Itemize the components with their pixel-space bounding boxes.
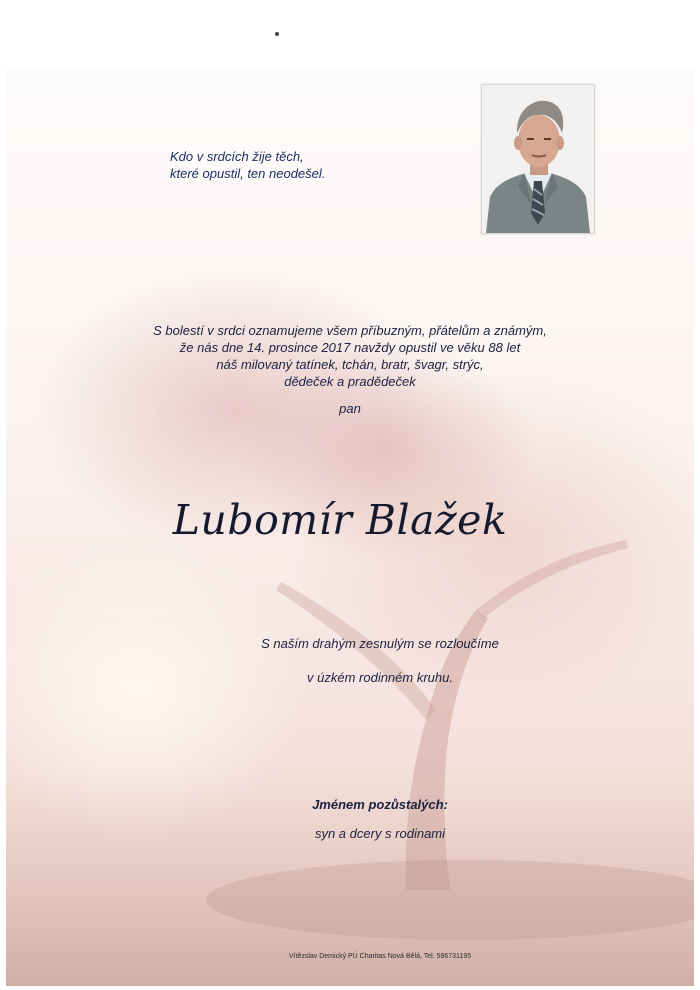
portrait-photo-icon bbox=[482, 85, 594, 233]
announcement-line-2: že nás dne 14. prosince 2017 navždy opustil ve věku 88 let bbox=[179, 340, 521, 355]
motto bbox=[170, 148, 430, 182]
speck-mark bbox=[275, 32, 279, 36]
footer-funeral-service: Vítězslav Demický PÚ Charitas Nová Bělá, Tel. 596731195 bbox=[288, 953, 472, 960]
behalf-title: Jménem pozůstalých: bbox=[312, 797, 448, 812]
announcement-line-1: S bolestí v srdci oznamujeme všem příbuzným, přátelům a známým, bbox=[153, 323, 547, 338]
farewell-text bbox=[180, 635, 580, 703]
farewell-line-2: v úzkém rodinném kruhu. bbox=[307, 670, 453, 685]
motto-line-1: Kdo v srdcích žije těch, bbox=[170, 149, 304, 164]
announcement-line-4: dědeček a pradědeček bbox=[284, 374, 416, 389]
announcement-text bbox=[120, 322, 580, 390]
honorific: pan bbox=[339, 401, 361, 416]
deceased-name: Lubomír Blažek bbox=[172, 496, 508, 544]
behalf-names: syn a dcery s rodinami bbox=[314, 826, 446, 841]
farewell-line-1: S naším drahým zesnulým se rozloučíme bbox=[261, 636, 499, 651]
motto-line-2: které opustil, ten neodešel. bbox=[170, 166, 326, 181]
announcement-line-3: náš milovaný tatínek, tchán, bratr, švagr, strýc, bbox=[216, 357, 484, 372]
portrait-photo bbox=[481, 84, 595, 234]
